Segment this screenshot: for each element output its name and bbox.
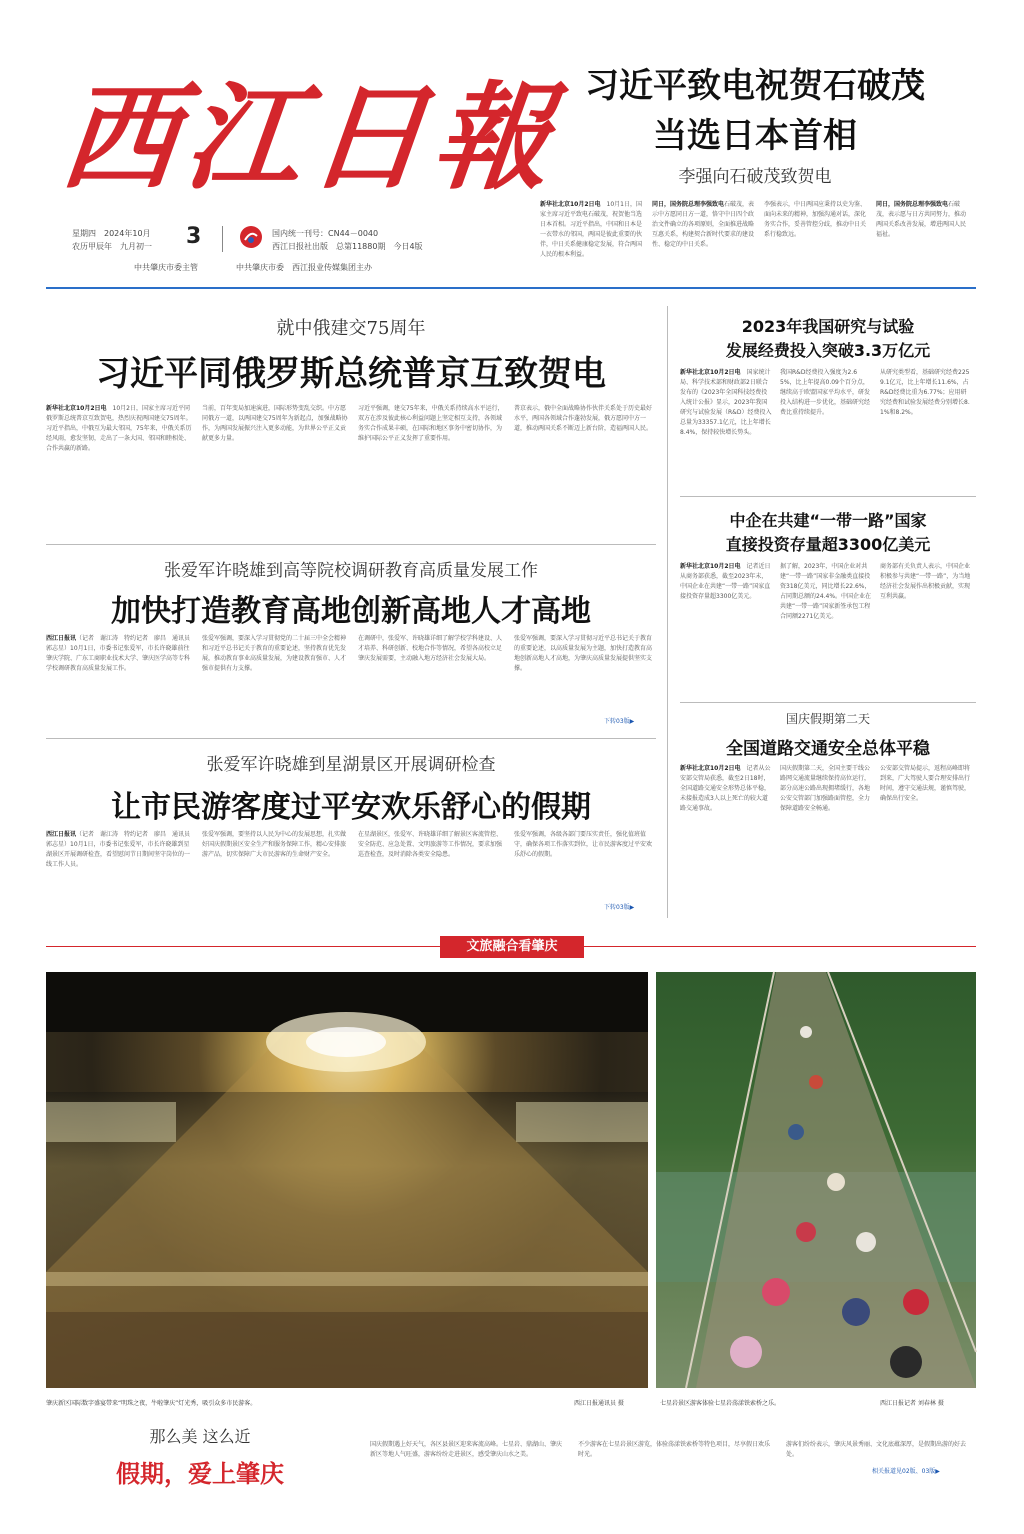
masthead-divider bbox=[46, 287, 976, 289]
publisher-emblem-icon bbox=[240, 226, 262, 248]
right3-body-col1: 新华社北京10月2日电 记者从公安部交管局获悉，截至2日18时，全国道路交通安全形势总体平稳，未接报造成3人以上死亡的较大道路交通事故。 bbox=[680, 765, 771, 812]
right3-kicker: 国庆假期第二天 bbox=[785, 712, 870, 726]
story1-body-col1: 新华社北京10月2日电 10月2日，国家主席习近平同俄罗斯总统普京互致贺电，热烈庆祝两国建交75周年。习近平指出，中俄互为最大邻国，75年来，中俄关系历经风雨，愈发坚韧，走出了一条大国、邻国和睦相处、合作共赢的新路。 bbox=[46, 405, 192, 452]
story1-body-col3: 习近平强调，建交75年来，中俄关系持续高水平运行，双方在涉及彼此核心利益问题上坚定相互支持，各领域务实合作成果丰硕，在国际和地区事务中密切协作，为维护国际公平正义发挥了重要作用。 bbox=[358, 405, 504, 442]
date-line2: 农历甲辰年 九月初一 bbox=[72, 242, 152, 251]
suspension-bridge-photo bbox=[656, 972, 976, 1388]
story3-headline: 让市民游客度过平安欢乐舒心的假期 bbox=[111, 790, 591, 825]
story3-body-col1: 西江日报讯（记者 谢江涛 特约记者 廖昌 通讯员 郭志星）10月1日，市委书记张爱军，市长许晓雄到星湖景区开展调研检查，看望慰问节日期间坚守岗位的一线工作人员。 bbox=[46, 831, 197, 868]
lead-subheadline: 李强向石破茂致贺电 bbox=[678, 167, 832, 187]
sponsor-1: 中共肇庆市委主管 bbox=[134, 263, 198, 272]
right1-body-col2: 我国R&D经费投入强度为2.65%，比上年提高0.09个百分点，继续高于欧盟国家平均水平，研发投入结构进一步优化，基础研究经费比重持续提升。 bbox=[780, 369, 871, 416]
issn: 国内统一刊号：CN44－0040 bbox=[272, 229, 379, 238]
right3-headline: 全国道路交通安全总体平稳 bbox=[726, 739, 930, 759]
story3-body-col4: 张爱军强调，各级各部门要压实责任，强化值班值守，确保各项工作落实到位，让市民游客度过平安欢乐舒心的假期。 bbox=[514, 831, 653, 858]
story3-kicker: 张爱军许晓雄到星湖景区开展调研检查 bbox=[206, 755, 496, 775]
feature-banner: 文旅融合看肇庆 bbox=[440, 936, 584, 958]
date-divider bbox=[222, 226, 223, 252]
date-line1: 星期四 2024年10月 bbox=[72, 229, 151, 238]
story3-body-col2: 张爱军强调，要坚持以人民为中心的发展思想，扎实做好国庆假期景区安全生产和服务保障工作，精心安排旅游产品，切实保障广大市民游客的生命财产安全。 bbox=[202, 831, 347, 858]
feature-body-col3: 游客们纷纷表示，肇庆风景秀丽、文化底蕴深厚，是假期出游的好去处。 bbox=[786, 1441, 967, 1458]
night-festival-photo bbox=[46, 972, 648, 1388]
right1-body-col3: 从研究类型看，基础研究经费2259.1亿元，比上年增长11.6%，占R&D经费比重为6.77%；应用研究经费和试验发展经费分别增长8.1%和8.2%。 bbox=[880, 369, 970, 416]
photo1-credit: 西江日报通讯员 摄 bbox=[574, 1400, 624, 1407]
lead-body-col4: 同日，国务院总理李强致电石破茂，表示愿与日方共同努力，推动两国关系改善发展，增进两国人民福祉。 bbox=[876, 201, 967, 238]
right1-divider bbox=[680, 496, 976, 497]
right2-body-col2: 据了解，2023年，中国企业对共建“一带一路”国家非金融类直接投资318亿美元，同比增长22.6%，占同期总额的24.4%。中国企业在共建“一带一路”国家新签承包工程合同额2271亿美元。 bbox=[780, 563, 872, 620]
feature-body-col1: 国庆假期遇上好天气，各区县景区迎来客流高峰。七星岩、鼎湖山、肇庆新区等地人气旺盛，游客纷纷走进景区，感受肇庆山水之美。 bbox=[370, 1441, 563, 1458]
right2-body-col1: 新华社北京10月2日电 记者近日从商务部获悉，截至2023年末，中国企业在共建“一带一路”国家直接投资存量超3300亿美元。 bbox=[680, 563, 771, 600]
story2-body-col4: 张爱军强调，要深入学习贯彻习近平总书记关于教育的重要论述，以高质量发展为主题，加快打造教育高地创新高地人才高地，为肇庆高质量发展提供坚实支撑。 bbox=[514, 635, 653, 672]
column-separator bbox=[667, 306, 668, 918]
story2-body-col3: 在调研中，张爱军、许晓雄详细了解学校学科建设、人才培养、科研创新、校地合作等情况，希望各高校立足肇庆发展需要，主动融入地方经济社会发展大局。 bbox=[358, 635, 503, 662]
story2-headline: 加快打造教育高地创新高地人才高地 bbox=[111, 594, 591, 629]
photo2-caption: 七星岩景区游客体验七星岩荡漾铁索桥之乐。 bbox=[660, 1400, 781, 1407]
right3-body-col3: 公安部交管局提示，返程高峰即将到来，广大驾驶人要合理安排出行时间，遵守交通法规，谨慎驾驶，确保出行安全。 bbox=[880, 765, 971, 802]
story1-divider bbox=[46, 544, 656, 545]
story2-body-col1: 西江日报讯（记者 谢江涛 特约记者 廖昌 通讯员 郭志星）10月1日，市委书记张爱军，市长许晓雄前往肇庆学院、广东工商职业技术大学、肇庆医学高等专科学校调研教育高质量发展工作。 bbox=[46, 635, 197, 672]
story3-continued-link[interactable]: 下转03版▶ bbox=[604, 904, 635, 911]
date-block bbox=[72, 228, 252, 252]
lead-headline-line2: 当选日本首相 bbox=[653, 116, 857, 156]
photo1-caption: 肇庆新区国际数字盛宴带来“明珠之夜，牛啦肇庆”灯光秀，吸引众多市民游客。 bbox=[46, 1400, 257, 1407]
publication-info bbox=[272, 228, 423, 252]
feature-continued-link[interactable]: 相关报道见02版、03版▶ bbox=[872, 1468, 940, 1475]
lead-body-col1: 新华社北京10月2日电 10月1日，国家主席习近平致电石破茂，祝贺他当选日本首相。习近平指出，中国和日本是一衣带水的邻国，两国是彼此重要的伙伴，中日关系健康稳定发展，符合两国人民的根本利益。 bbox=[540, 201, 643, 258]
lead-body-col2: 同日，国务院总理李强致电石破茂，表示中方愿同日方一道，恪守中日四个政治文件确立的各项原则，全面推进战略互惠关系，构建契合新时代要求的建设性、稳定的中日关系。 bbox=[652, 201, 755, 248]
right2-headline-line2: 直接投资存量超3300亿美元 bbox=[725, 535, 931, 554]
story1-kicker: 就中俄建交75周年 bbox=[276, 318, 426, 339]
right2-body-col3: 商务部有关负责人表示，中国企业积极参与共建“一带一路”，为当地经济社会发展作出积极贡献，实现互利共赢。 bbox=[880, 563, 971, 600]
masthead-logo: 西江日報 bbox=[54, 70, 566, 206]
story2-divider bbox=[46, 738, 656, 739]
right1-headline-line1: 2023年我国研究与试验 bbox=[741, 317, 915, 336]
right1-body-col1: 新华社北京10月2日电 国家统计局、科学技术部和财政部2日联合发布的《2023年全国科技经费投入统计公报》显示，2023年我国研究与试验发展（R&D）经费投入总量为33357.1亿元，比上年增长8.4%，保持较快增长势头。 bbox=[680, 369, 772, 436]
photo2-credit: 西江日报记者 刘春林 摄 bbox=[880, 1400, 944, 1407]
feature-body-col2: 不少游客在七星岩景区游览，体验荡漾铁索桥等特色项目，尽享假日欢乐时光。 bbox=[578, 1441, 771, 1458]
publisher-line: 西江日报社出版 总第11880期 今日4版 bbox=[272, 242, 423, 251]
story1-body-col4: 普京表示，俄中全面战略协作伙伴关系处于历史最好水平，两国各领域合作蓬勃发展，俄方愿同中方一道，推动两国关系不断迈上新台阶，造福两国人民。 bbox=[514, 405, 653, 432]
right2-divider bbox=[680, 702, 976, 703]
story2-body-col2: 张爱军强调，要深入学习贯彻党的二十届三中全会精神和习近平总书记关于教育的重要论述，坚持教育优先发展，推动教育事业高质量发展，为建设教育强市、人才强市提供有力支撑。 bbox=[202, 635, 347, 672]
right1-headline-line2: 发展经费投入突破3.3万亿元 bbox=[725, 341, 931, 360]
right2-headline-line1: 中企在共建“一带一路”国家 bbox=[729, 511, 927, 530]
right3-body-col2: 国庆假期第二天，全国主要干线公路网交通流量继续保持高位运行，部分高速公路出现拥堵缓行，各地公安交管部门加强路面管控，全力保障道路安全畅通。 bbox=[780, 765, 871, 812]
sponsor-2: 中共肇庆市委 西江报业传媒集团主办 bbox=[236, 263, 372, 272]
story1-body-col2: 当前，百年变局加速演进，国际形势变乱交织。中方愿同俄方一道，以两国建交75周年为新起点，加强战略协作，为两国发展振兴注入更多动能，为世界公平正义贡献更多力量。 bbox=[202, 405, 348, 442]
story2-kicker: 张爱军许晓雄到高等院校调研教育高质量发展工作 bbox=[164, 561, 538, 581]
date-day: 3 bbox=[186, 224, 202, 249]
feature-kicker: 那么美 这么近 bbox=[149, 1427, 251, 1446]
story1-headline: 习近平同俄罗斯总统普京互致贺电 bbox=[96, 354, 606, 394]
lead-body-col3: 李强表示，中日两国应秉持以史为鉴、面向未来的精神，加强沟通对话，深化务实合作，妥善管控分歧，推动中日关系行稳致远。 bbox=[764, 201, 867, 238]
lead-headline-line1: 习近平致电祝贺石破茂 bbox=[585, 66, 925, 106]
feature-headline: 假期，爱上肇庆 bbox=[116, 1460, 284, 1488]
story3-body-col3: 在星湖景区，张爱军、许晓雄详细了解景区客流管控、安全防范、应急处置、文明旅游等工作情况，要求加强巡查检查，及时消除各类安全隐患。 bbox=[358, 831, 503, 858]
story2-continued-link[interactable]: 下转03版▶ bbox=[604, 718, 635, 725]
